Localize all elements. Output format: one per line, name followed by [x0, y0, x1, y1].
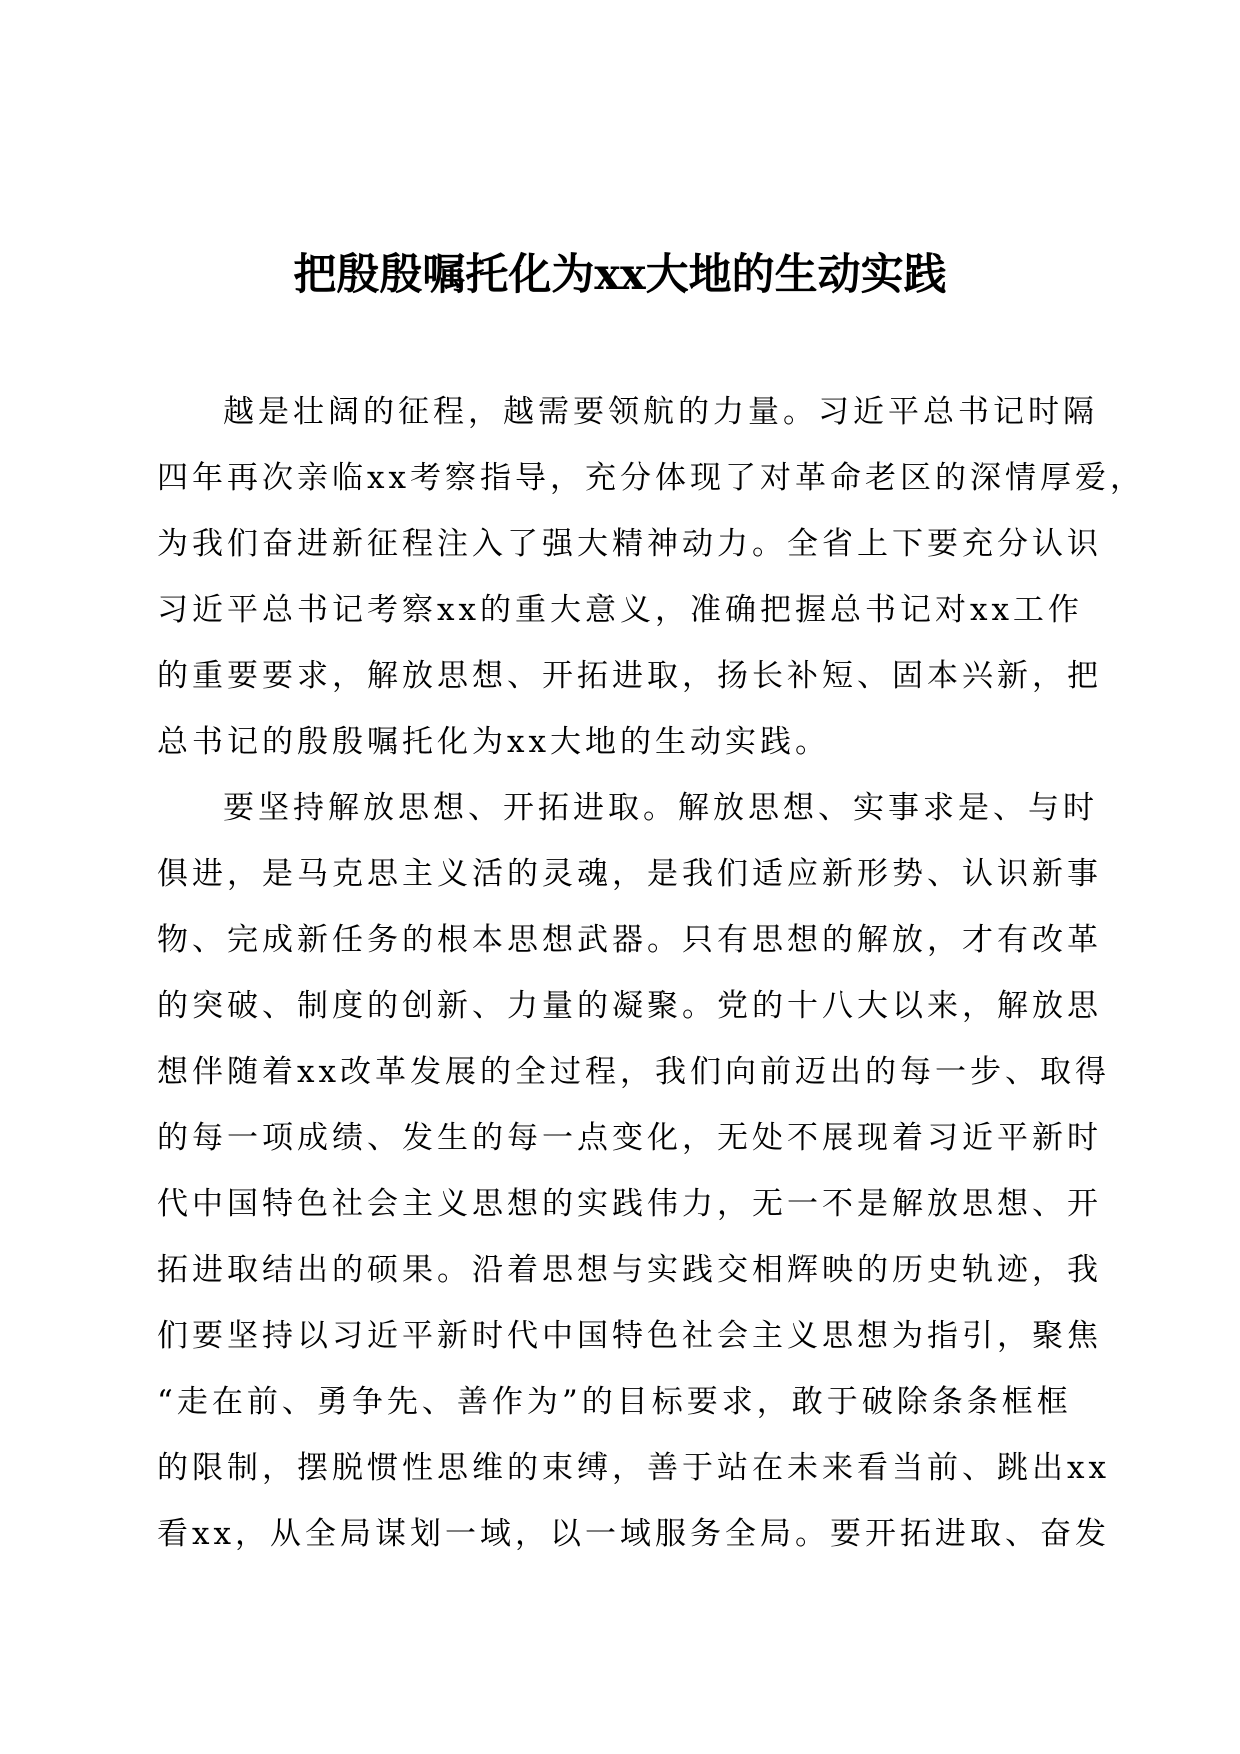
paragraph-2-line-7: 代中国特色社会主义思想的实践伟力，无一不是解放思想、开 — [157, 1186, 1102, 1222]
paragraph-2-line-8: 拓进取结出的硕果。沿着思想与实践交相辉映的历史轨迹，我 — [157, 1252, 1102, 1288]
paragraph-1-line-4: 习近平总书记考察xx的重大意义，准确把握总书记对xx工作 — [157, 592, 1083, 628]
paragraph-2-line-10: “走在前、勇争先、善作为”的目标要求，敢于破除条条框框 — [157, 1384, 1072, 1420]
paragraph-2-line-5: 想伴随着xx改革发展的全过程，我们向前迈出的每一步、取得 — [157, 1054, 1110, 1090]
paragraph-1-line-1: 越是壮阔的征程，越需要领航的力量。习近平总书记时隔 — [223, 394, 1098, 430]
paragraph-2-line-6: 的每一项成绩、发生的每一点变化，无处不展现着习近平新时 — [157, 1120, 1102, 1156]
paragraph-2-line-3: 物、完成新任务的根本思想武器。只有思想的解放，才有改革 — [157, 922, 1102, 958]
paragraph-1-line-5: 的重要要求，解放思想、开拓进取，扬长补短、固本兴新，把 — [157, 658, 1102, 694]
paragraph-2-line-2: 俱进，是马克思主义活的灵魂，是我们适应新形势、认识新事 — [157, 856, 1102, 892]
document-body — [157, 379, 1145, 1567]
paragraph-1-line-6: 总书记的殷殷嘱托化为xx大地的生动实践。 — [157, 724, 830, 760]
paragraph-2-line-11: 的限制，摆脱惯性思维的束缚，善于站在未来看当前、跳出xx — [157, 1450, 1110, 1486]
paragraph-2-line-12: 看xx，从全局谋划一域，以一域服务全局。要开拓进取、奋发 — [157, 1516, 1110, 1552]
document-title: 把殷殷嘱托化为xx大地的生动实践 — [293, 250, 947, 300]
paragraph-1-line-3: 为我们奋进新征程注入了强大精神动力。全省上下要充分认识 — [157, 526, 1102, 562]
paragraph-2-line-1: 要坚持解放思想、开拓进取。解放思想、实事求是、与时 — [223, 790, 1098, 826]
paragraph-1-line-2: 四年再次亲临xx考察指导，充分体现了对革命老区的深情厚爱， — [157, 460, 1145, 496]
paragraph-2-line-9: 们要坚持以习近平新时代中国特色社会主义思想为指引，聚焦 — [157, 1318, 1102, 1354]
paragraph-2-line-4: 的突破、制度的创新、力量的凝聚。党的十八大以来，解放思 — [157, 988, 1102, 1024]
